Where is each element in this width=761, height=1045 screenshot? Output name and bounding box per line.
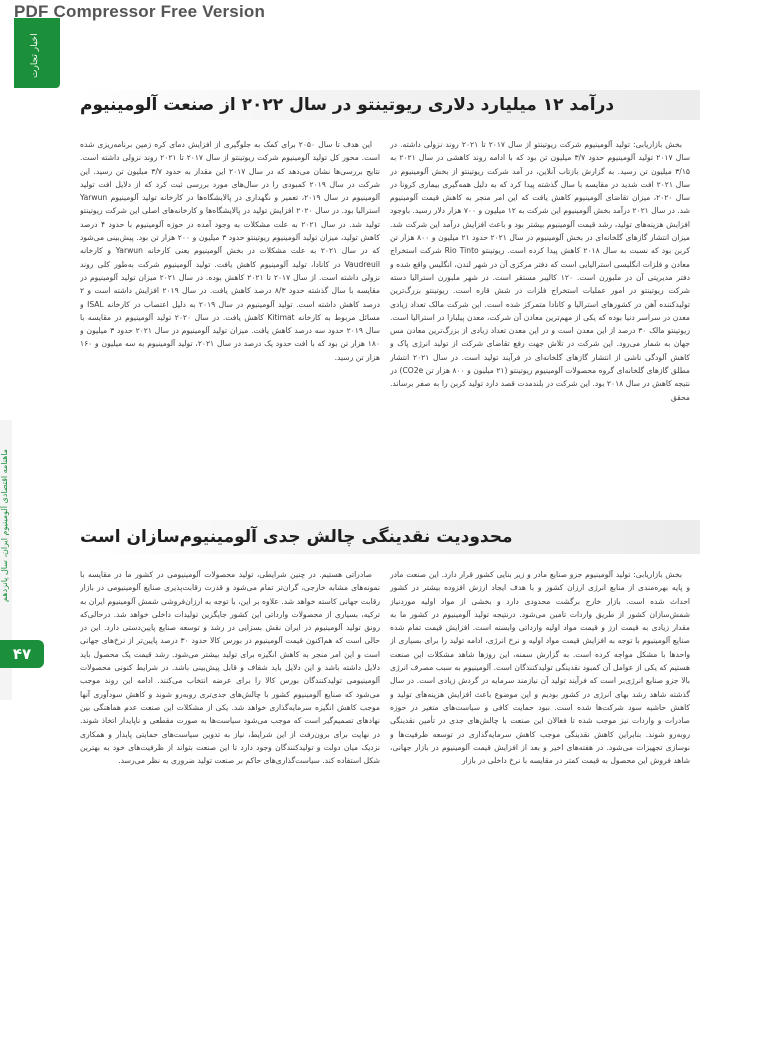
magazine-side-label: ماهنامه اقتصادی آلومینیوم ایران، سال پانزدهم (0, 448, 9, 602)
watermark: PDF Compressor Free Version (14, 2, 266, 21)
article-1-title: درآمد ۱۲ میلیارد دلاری ریوتینتو در سال ۲۰۲۲ از صنعت آلومینیوم (80, 90, 700, 120)
article-2-paragraph-left: صادراتی هستیم. در چنین شرایطی، تولید محصولات آلومینیومی در کشور ما در مقایسه با نمونه‌های مشابه خارجی، گران‌تر تمام می‌شود و قدرت رقابت‌پذیری صنایع آلومینیومی در بازار رقابت جهانی کاسته خواهد شد. علاوه بر این، با توجه به ارزان‌فروشی شمش آلومینیوم ایران به ترکیه، بسیاری از محصولات وارداتی این کشور جایگزین تولیدات داخلی خواهد شد. درحالی‌که رونق تولید آلومینیوم در ایران نقش بسزایی در رشد و توسعه صنایع پایین‌دستی دارد. این در حالی است که هم‌اکنون قیمت آلومینیوم در بورس کالا حدود ۳۰ درصد پایین‌تر از نرخ‌های جهانی است و این امر منجر به کاهش انگیزه برای تولید بیشتر می‌شود. رشد قیمت یک محصول باید دلایل داشته باشد و این دلایل باید شفاف و قابل پیش‌بینی باشد. در شرایط کنونی محصولات آلومینیومی تولیدکنندگان بورس کالا را برای عرضه انتخاب می‌کنند. ادامه این روند موجب می‌شود که صنایع آلومینیوم کشور با چالش‌های جدی‌تری روبه‌رو شوند و کاهش سودآوری آنها موجب کاهش انگیزه سرمایه‌گذاری خواهد شد. یکی از مشکلات این صنعت عدم هماهنگی بین نهادهای تصمیم‌گیر است که موجب می‌شود سیاست‌ها به صورت مقطعی و ناپایدار اتخاذ شوند. در نهایت برای برون‌رفت از این شرایط، نیاز به تدوین سیاست‌های حمایتی پایدار و همکاری نزدیک میان دولت و تولیدکنندگان وجود دارد تا این صنعت بتواند از ظرفیت‌های خود به بهترین شکل استفاده کند. سیاست‌گذاری‌های حاکم بر صنعت تولید ضروری به نظر می‌رسد. (80, 570, 380, 766)
article-1-column-left (80, 138, 380, 510)
article-1-paragraph-right: بخش بازاریابی: تولید آلومینیوم شرکت ریوتینتو از سال ۲۰۱۷ تا ۲۰۲۱ روند نزولی داشته. در سال ۲۰۱۷ تولید آلومینیوم حدود ۳/۷ میلیون تن بود که با ادامه روند کاهشی در سال ۲۰۲۱ به ۳/۱۵ میلیون تن رسید. به گزارش بازتاب آنلاین، در آمد شرکت ریوتینتو از بخش آلومینیوم در سال ۲۰۲۱ افت شدید در مقایسه با سال گذشته پیدا کرد که به دلیل همه‌گیری بیماری کرونا در سال ۲۰۲۰، میزان تقاضای آلومینیوم کاهش یافت که این امر منجر به کاهش قیمت آلومینیوم شد. در سال ۲۰۲۱ درآمد بخش آلومینیوم این شرکت به ۱۲ میلیون و ۷۰۰ هزار دلار رسید. باوجود افزایش هزینه‌های تولید، رشد قیمت آلومینیوم بیشتر بود و باعث افزایش درآمد این شرکت شد. میزان انتشار گازهای گلخانه‌ای در بخش آلومینیوم در سال ۲۰۲۱ حدود ۲۱ میلیون و ۸۰۰ هزار تن کربن بود که نسبت به سال ۲۰۱۸ کاهش پیدا کرده است. ریوتینتو Rio Tinto شرکت استخراج معادن و فلزات انگلیسی استرالیایی است که دفتر مرکزی آن در شهر لندن، انگلیس واقع شده و دفتر مدیریتی آن در ملبورن است. ۱۲۰ کالیبر مستقر است. در شهر ملبورن استرالیا دسته شرکت ریوتینتو در امور عملیات استخراج فلزات در شش قاره است. ریوتینتو بزرگ‌ترین تولیدکننده آهن در کشورهای استرالیا و کانادا متمرکز شده است. این شرکت مالک تعداد زیادی معدن در سراسر دنیا بوده که یکی از مهم‌ترین معادن آن شرکت، معدن پیلبارا در استرالیا است. ریوتینتو مالک ۳۰ درصد از این معدن است و در این معدن تعداد زیادی از بزرگ‌ترین معادن مس جهان به شمار می‌رود. این شرکت در تلاش جهت رفع تقاضای شرکت از تولید انرژی پاک و کاهش آلودگی ناشی از انتشار گازهای گلخانه‌ای در فرآیند تولید است. در سال ۲۰۲۱ انتشار مطلق گازهای گلخانه‌ای گروه محصولات آلومینیوم ریوتینتو (۲۱ میلیون و ۸۰۰ هزار تن CO2e) در نتیجه کاهش در سال ۲۰۱۸ بود. این شرکت در بلندمدت قصد دارد تولید کربن را به صفر برساند. محقق (390, 140, 690, 402)
article-2-column-right (390, 568, 690, 988)
section-label: اخبار تجارت (30, 33, 40, 79)
article-2-paragraph-right: بخش بازاریابی: تولید آلومینیوم جزو صنایع مادر و زیر بنایی کشور قرار دارد. این صنعت مادر و پایه بهره‌مندی از منابع انرژی ارزان کشور و با هدف ایجاد ارزش افزوده بیشتر در کشور احداث شده است. بازار خارج برگشت محدودی دارد و بخشی از مواد اولیه موردنیاز شمش‌سازان کشور از طریق واردات تامین می‌شود. درنتیجه تولید آلومینیوم در کشور ما به مقدار زیادی به قیمت ارز و قیمت مواد اولیه وارداتی وابسته است. افزایش قیمت تمام شده صنایع آلومینیوم با توجه به افزایش قیمت مواد اولیه و نرخ انرژی، ادامه تولید را برای بسیاری از واحدها با مشکل مواجه کرده است. به گزارش سمنه، این روزها شاهد مشکلات این صنعت هستیم که یکی از عوامل آن کمبود نقدینگی تولیدکنندگان است. آلومینیوم به سبب مصرف انرژی بالا جزو صنایع انرژی‌بر است که فرآیند تولید آن نیازمند سرمایه در گردش زیادی است. در سال گذشته شاهد رشد بهای انرژی در کشور بودیم و این موضوع باعث افزایش هزینه‌های تولید و کاهش حاشیه سود شرکت‌ها شده است. نبود حمایت کافی و سیاست‌های متغیر در حوزه صادرات و واردات نیز موجب شده تا فعالان این صنعت با چالش‌های جدی در تأمین نقدینگی روبه‌رو شوند. بنابراین کاهش نقدینگی موجب کاهش سرمایه‌گذاری در توسعه ظرفیت‌ها و نوسازی تجهیزات می‌شود. در هفته‌های اخیر و بعد از افزایش قیمت آلومینیوم در بازار جهانی، شاهد فروش این محصول به قیمت کمتر در مقایسه با نرخ داخلی در بازار (390, 570, 690, 766)
article-2-title: محدودیت نقدینگی چالش جدی آلومینیوم‌سازان است (80, 520, 700, 554)
article-2-column-left (80, 568, 380, 988)
article-1-paragraph-left: این هدف تا سال ۲۰۵۰ برای کمک به جلوگیری از افزایش دمای کره زمین برنامه‌ریزی شده است. محور کل تولید آلومینیوم شرکت ریوتینتو از سال ۲۰۱۷ تا ۲۰۲۱ روند نزولی داشته است. نتایج بررسی‌ها نشان می‌دهد که در سال ۲۰۱۷ این مقدار به حدود ۳/۷ میلیون تن رسید. این شرکت در سال ۲۰۱۹ کمبودی را در سال‌های مورد بررسی ثبت کرد که از دلایل افت تولید آلومینیوم در سال ۲۰۱۹، تعمیر و نگهداری در پالایشگاه‌ها در کارخانه تولید آلومینیوم Yarwun استرالیا بود. در سال ۲۰۲۰ افزایش تولید در پالایشگاه‌ها و کارخانه‌های اصلی این شرکت ریوتینتو تولید شد. در سال ۲۰۲۱ به علت مشکلات به وجود آمده در حوزه آلومینیوم با حدود ۴ درصد کاهش تولید، میزان تولید آلومینیوم ریوتینتو حدود ۳ میلیون و ۲۰۰ هزار تن بود. پیش‌بینی می‌شود که در سال ۲۰۲۱ به علت مشکلات در بخش آلومینیوم یعنی کارخانه Yarwun و کارخانه Vaudreuil در کانادا، تولید آلومینیوم کاهش یافت. تولید آلومینیوم شرکت به‌طور کلی روند نزولی داشته است. از سال ۲۰۱۷ تا ۲۰۲۱ کاهش بوده. در سال ۲۰۲۱ میزان تولید آلومینیوم در مقایسه با سال گذشته حدود ۸/۳ درصد کاهش یافت. در سال ۲۰۱۹ افزایش داشته است و ۲ درصد کاهش داشته است. تولید آلومینیوم در سال ۲۰۱۹ به دلیل اعتصاب در کارخانه ISAL و مسائل مربوط به کارخانه Kitimat کاهش یافت. در سال ۲۰۲۰ تولید آلومینیوم در مقایسه با سال ۲۰۱۹ حدود سه درصد کاهش یافت. میزان تولید آلومینیوم در سال ۲۰۲۱ حدود ۳ میلیون و ۱۸۰ هزار تن بود که با افت حدود یک درصد در سال ۲۰۲۱، تولید آلومینیوم به سه میلیون و ۱۶۰ هزار تن رسید. (80, 140, 380, 362)
page-number: ۴۷ (0, 640, 44, 668)
article-1-column-right (390, 138, 690, 510)
